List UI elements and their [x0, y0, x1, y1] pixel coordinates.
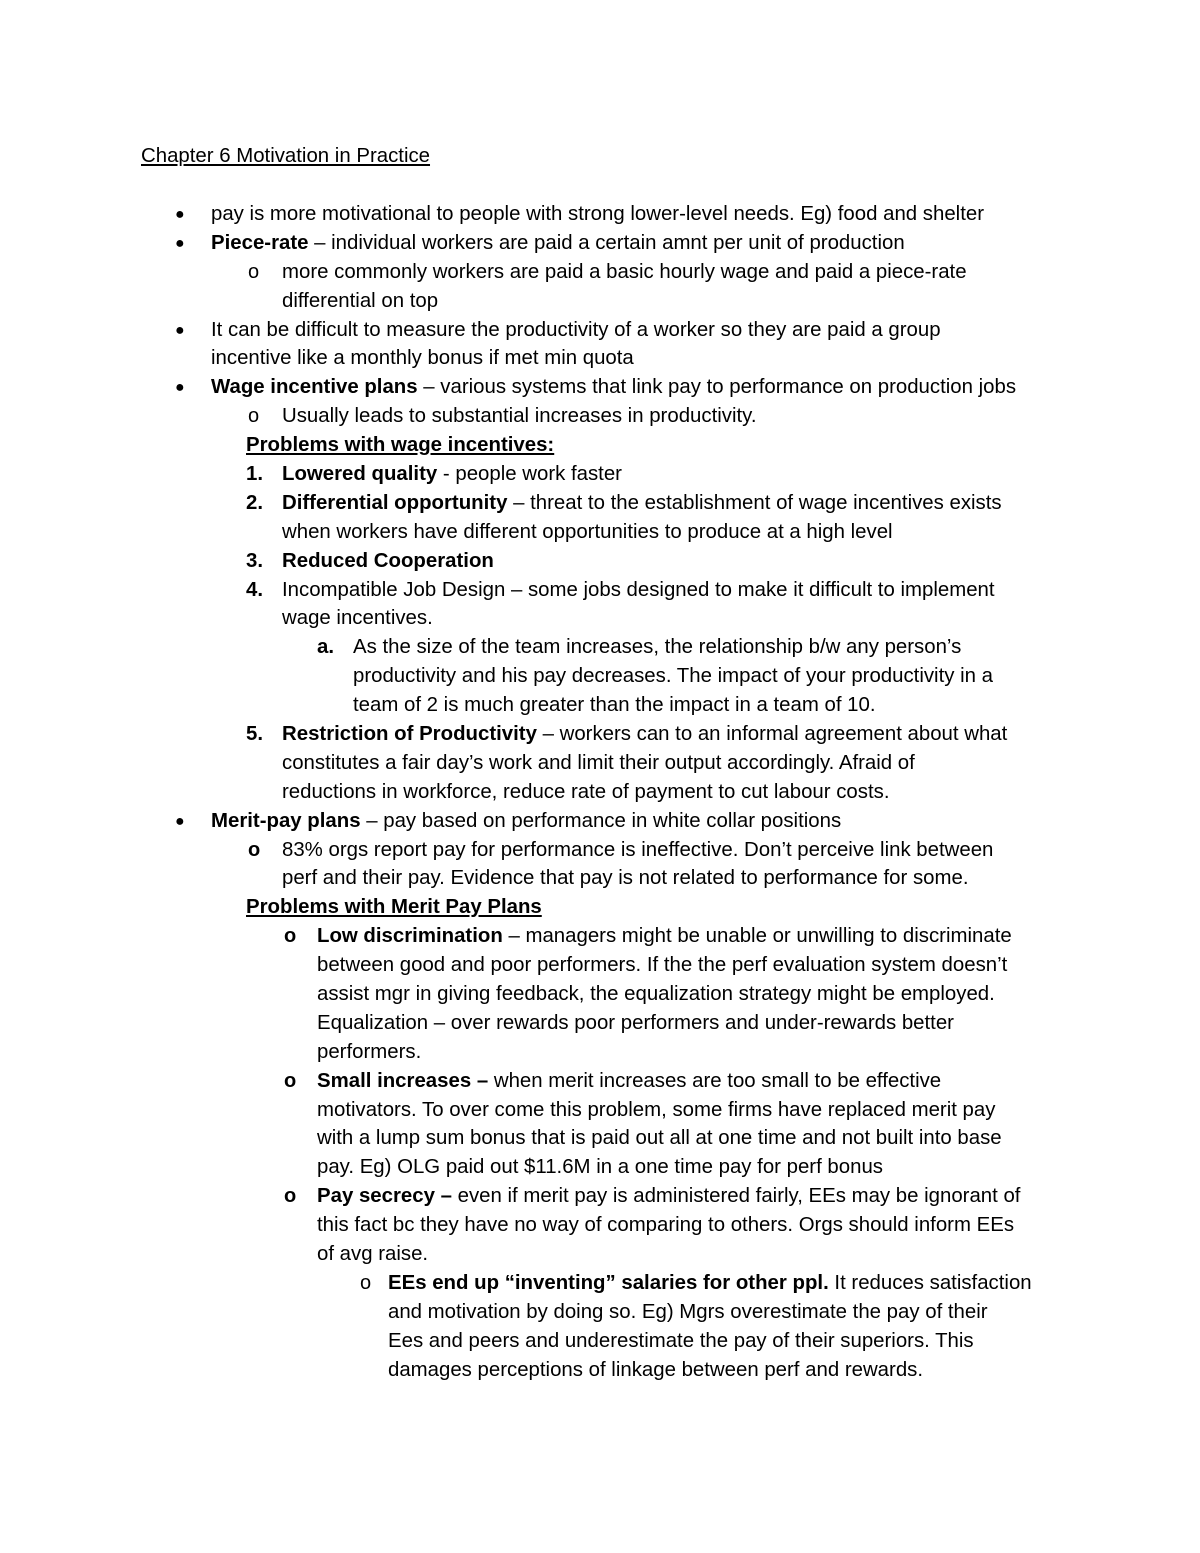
sub-item-text: Usually leads to substantial increases in productivity. [282, 405, 757, 427]
definition-text: - people work faster [437, 463, 622, 485]
sub-bullet-marker: o [248, 839, 261, 861]
sub-sub-item-text [388, 1269, 1032, 1298]
term-lowered-quality: Lowered quality [282, 463, 438, 485]
definition-text: – managers might be unable or unwilling to discriminate [502, 925, 1012, 947]
sub-bullet-marker: o [284, 925, 297, 947]
sub-item-text: motivators. To over come this problem, some firms have replaced merit pay [317, 1099, 996, 1121]
lettered-item-text: productivity and his pay decreases. The impact of your productivity in a [353, 665, 993, 687]
definition-text: – pay based on performance in white collar positions [360, 810, 842, 832]
sub-item-text: more commonly workers are paid a basic hourly wage and paid a piece-rate [282, 261, 967, 283]
list-number: 4. [246, 579, 264, 601]
sub-item-text: differential on top [282, 290, 439, 312]
sub-bullet-marker: o [284, 1070, 297, 1092]
bullet-marker: ● [175, 379, 185, 396]
sub-sub-bullet-marker: o [360, 1272, 372, 1294]
term-restriction-of-productivity: Restriction of Productivity [282, 723, 537, 745]
sub-bullet-marker: o [284, 1185, 297, 1207]
bullet-marker: ● [175, 206, 185, 223]
list-number: 1. [246, 463, 264, 485]
section-heading-merit-problems: Problems with Merit Pay Plans [246, 896, 542, 918]
definition-text: It reduces satisfaction [828, 1272, 1032, 1294]
term-pay-secrecy: Pay secrecy – [317, 1185, 452, 1207]
sub-item-text: perf and their pay. Evidence that pay is not related to performance for some. [282, 867, 969, 889]
bullet-marker: ● [175, 322, 185, 339]
list-item-text [211, 807, 841, 836]
lettered-item-text: team of 2 is much greater than the impact in a team of 10. [353, 694, 876, 716]
sub-item-text: pay. Eg) OLG paid out $11.6M in a one time pay for perf bonus [317, 1156, 883, 1178]
numbered-item-text: Incompatible Job Design – some jobs designed to make it difficult to implement [282, 579, 995, 601]
numbered-item-text [282, 460, 622, 489]
term-small-increases: Small increases – [317, 1070, 494, 1092]
sub-item-text: 83% orgs report pay for performance is ineffective. Don’t perceive link between [282, 839, 994, 861]
list-letter: a. [317, 636, 335, 658]
bullet-marker: ● [175, 813, 185, 830]
lettered-item-text: As the size of the team increases, the relationship b/w any person’s [353, 636, 962, 658]
numbered-item-text: constitutes a fair day’s work and limit their output accordingly. Afraid of [282, 752, 915, 774]
numbered-item-text [282, 720, 1007, 749]
list-number: 2. [246, 492, 264, 514]
list-item-text [211, 373, 1016, 402]
sub-item-text [317, 1182, 1020, 1211]
term-differential-opportunity: Differential opportunity [282, 492, 508, 514]
term-inventing-salaries: EEs end up “inventing” salaries for other ppl. [388, 1272, 829, 1294]
term-low-discrimination: Low discrimination [317, 925, 503, 947]
sub-bullet-marker: o [248, 405, 260, 427]
sub-sub-item-text: damages perceptions of linkage between perf and rewards. [388, 1359, 924, 1381]
sub-item-text [317, 922, 1012, 951]
sub-item-text: of avg raise. [317, 1243, 429, 1265]
sub-item-text: this fact bc they have no way of comparing to others. Orgs should inform EEs [317, 1214, 1015, 1236]
definition-text: – threat to the establishment of wage incentives exists [507, 492, 1002, 514]
definition-text: even if merit pay is administered fairly, EEs may be ignorant of [451, 1185, 1021, 1207]
sub-item-text [317, 1067, 941, 1096]
term-reduced-cooperation: Reduced Cooperation [282, 550, 494, 572]
sub-item-text: Equalization – over rewards poor performers and under-rewards better [317, 1012, 954, 1034]
sub-item-text: between good and poor performers. If the the perf evaluation system doesn’t [317, 954, 1008, 976]
term-piece-rate: Piece-rate [211, 232, 309, 254]
numbered-item-text [282, 489, 1002, 518]
sub-item-text: performers. [317, 1041, 422, 1063]
sub-bullet-marker: o [248, 261, 260, 283]
definition-text: when merit increases are too small to be effective [493, 1070, 942, 1092]
sub-sub-item-text: Ees and peers and underestimate the pay of their superiors. This [388, 1330, 974, 1352]
numbered-item-text: when workers have different opportunities to produce at a high level [282, 521, 893, 543]
term-wage-incentive-plans: Wage incentive plans [211, 376, 418, 398]
sub-item-text: assist mgr in giving feedback, the equalization strategy might be employed. [317, 983, 995, 1005]
list-item-text: incentive like a monthly bonus if met min quota [211, 347, 634, 369]
numbered-item-text: reductions in workforce, reduce rate of payment to cut labour costs. [282, 781, 890, 803]
definition-text: – individual workers are paid a certain amnt per unit of production [308, 232, 905, 254]
term-merit-pay-plans: Merit-pay plans [211, 810, 361, 832]
list-number: 5. [246, 723, 264, 745]
list-item-text [211, 229, 905, 258]
page-title: Chapter 6 Motivation in Practice [141, 145, 431, 167]
bullet-marker: ● [175, 235, 185, 252]
sub-item-text: with a lump sum bonus that is paid out all at one time and not built into base [317, 1127, 1002, 1149]
sub-sub-item-text: and motivation by doing so. Eg) Mgrs overestimate the pay of their [388, 1301, 988, 1323]
list-number: 3. [246, 550, 264, 572]
numbered-item-text: wage incentives. [282, 607, 433, 629]
definition-text: – workers can to an informal agreement about what [536, 723, 1008, 745]
list-item-text: pay is more motivational to people with strong lower-level needs. Eg) food and shelter [211, 203, 984, 225]
section-heading-wage-problems: Problems with wage incentives: [246, 434, 555, 456]
definition-text: – various systems that link pay to performance on production jobs [417, 376, 1017, 398]
list-item-text: It can be difficult to measure the productivity of a worker so they are paid a group [211, 319, 941, 341]
